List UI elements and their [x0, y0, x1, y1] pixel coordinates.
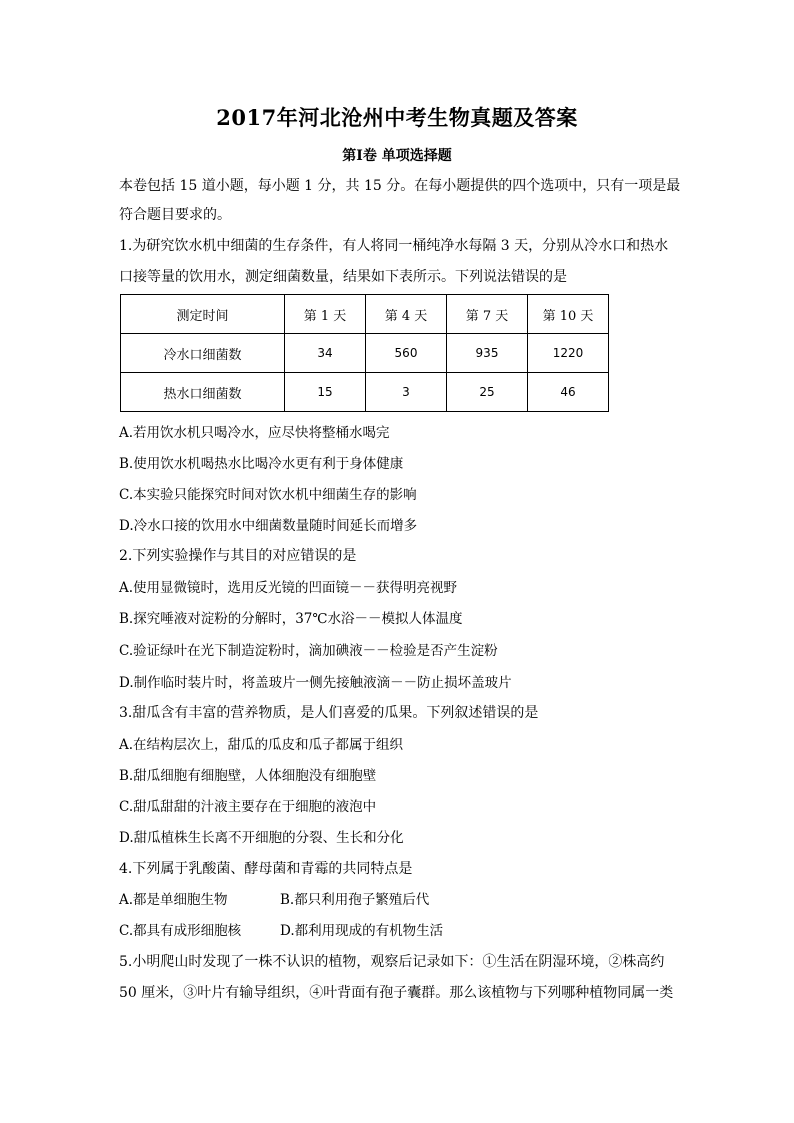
- intro-line: 本卷包括 15 道小题，每小题 1 分，共 15 分。在每小题提供的四个选项中，只有一项是最: [119, 178, 681, 194]
- question-2-option-b: B.探究唾液对淀粉的分解时，37℃水浴－－模拟人体温度: [119, 611, 463, 627]
- question-2-stem: 2.下列实验操作与其目的对应错误的是: [119, 548, 357, 564]
- question-5-stem: 5.小明爬山时发现了一株不认识的植物，观察后记录如下：①生活在阴湿环境，②株高约: [119, 954, 665, 970]
- section-heading: 第Ⅰ卷 单项选择题: [342, 148, 452, 164]
- question-2-option-c: C.验证绿叶在光下制造淀粉时，滴加碘液－－检验是否产生淀粉: [119, 643, 498, 659]
- table-row: [121, 373, 609, 412]
- intro-line: 符合题目要求的。: [119, 207, 231, 223]
- table-row: [121, 334, 609, 373]
- table-header-cell: 第 4 天: [366, 295, 447, 334]
- table-cell: 3: [366, 373, 447, 412]
- table-header-cell: 测定时间: [121, 295, 285, 334]
- question-2-option-a: A.使用显微镜时，选用反光镜的凹面镜－－获得明亮视野: [119, 580, 458, 596]
- question-1-stem: 1.为研究饮水机中细菌的生存条件，有人将同一桶纯净水每隔 3 天，分别从冷水口和热水: [119, 238, 669, 254]
- table-cell: 1220: [528, 334, 609, 373]
- document-title: 2017年河北沧州中考生物真题及答案: [216, 105, 578, 130]
- question-4-option-a: A.都是单细胞生物: [119, 892, 228, 908]
- question-3-option-c: C.甜瓜甜甜的汁液主要存在于细胞的液泡中: [119, 799, 377, 815]
- question-4-option-b: B.都只利用孢子繁殖后代: [280, 892, 430, 908]
- table-cell: 15: [285, 373, 366, 412]
- table-header-cell: 第 7 天: [447, 295, 528, 334]
- table-header-row: [121, 295, 609, 334]
- table-header-cell: 第 1 天: [285, 295, 366, 334]
- bacteria-count-table: [120, 294, 609, 412]
- question-1-stem: 口接等量的饮用水，测定细菌数量，结果如下表所示。下列说法错误的是: [119, 269, 567, 285]
- question-4-stem: 4.下列属于乳酸菌、酵母菌和青霉的共同特点是: [119, 861, 413, 877]
- question-3-option-b: B.甜瓜细胞有细胞壁，人体细胞没有细胞壁: [119, 768, 377, 784]
- question-1-option-b: B.使用饮水机喝热水比喝冷水更有利于身体健康: [119, 456, 404, 472]
- question-3-stem: 3.甜瓜含有丰富的营养物质，是人们喜爱的瓜果。下列叙述错误的是: [119, 705, 539, 721]
- table-cell: 560: [366, 334, 447, 373]
- question-1-option-c: C.本实验只能探究时间对饮水机中细菌生存的影响: [119, 487, 417, 503]
- table-row-label: 冷水口细菌数: [121, 334, 285, 373]
- question-3-option-a: A.在结构层次上，甜瓜的瓜皮和瓜子都属于组织: [119, 737, 404, 753]
- question-3-option-d: D.甜瓜植株生长离不开细胞的分裂、生长和分化: [119, 830, 404, 846]
- question-1-option-a: A.若用饮水机只喝冷水，应尽快将整桶水喝完: [119, 425, 390, 441]
- table-cell: 25: [447, 373, 528, 412]
- table-row-label: 热水口细菌数: [121, 373, 285, 412]
- question-5-stem: 50 厘米，③叶片有输导组织，④叶背面有孢子囊群。那么该植物与下列哪种植物同属一类: [119, 985, 674, 1001]
- table-cell: 46: [528, 373, 609, 412]
- question-1-option-d: D.冷水口接的饮用水中细菌数量随时间延长而增多: [119, 518, 418, 534]
- table-header-cell: 第 10 天: [528, 295, 609, 334]
- question-2-option-d: D.制作临时装片时，将盖玻片一侧先接触液滴－－防止损坏盖玻片: [119, 675, 512, 691]
- table-cell: 34: [285, 334, 366, 373]
- question-4-option-d: D.都利用现成的有机物生活: [280, 923, 444, 939]
- table-cell: 935: [447, 334, 528, 373]
- question-4-option-c: C.都具有成形细胞核: [119, 923, 242, 939]
